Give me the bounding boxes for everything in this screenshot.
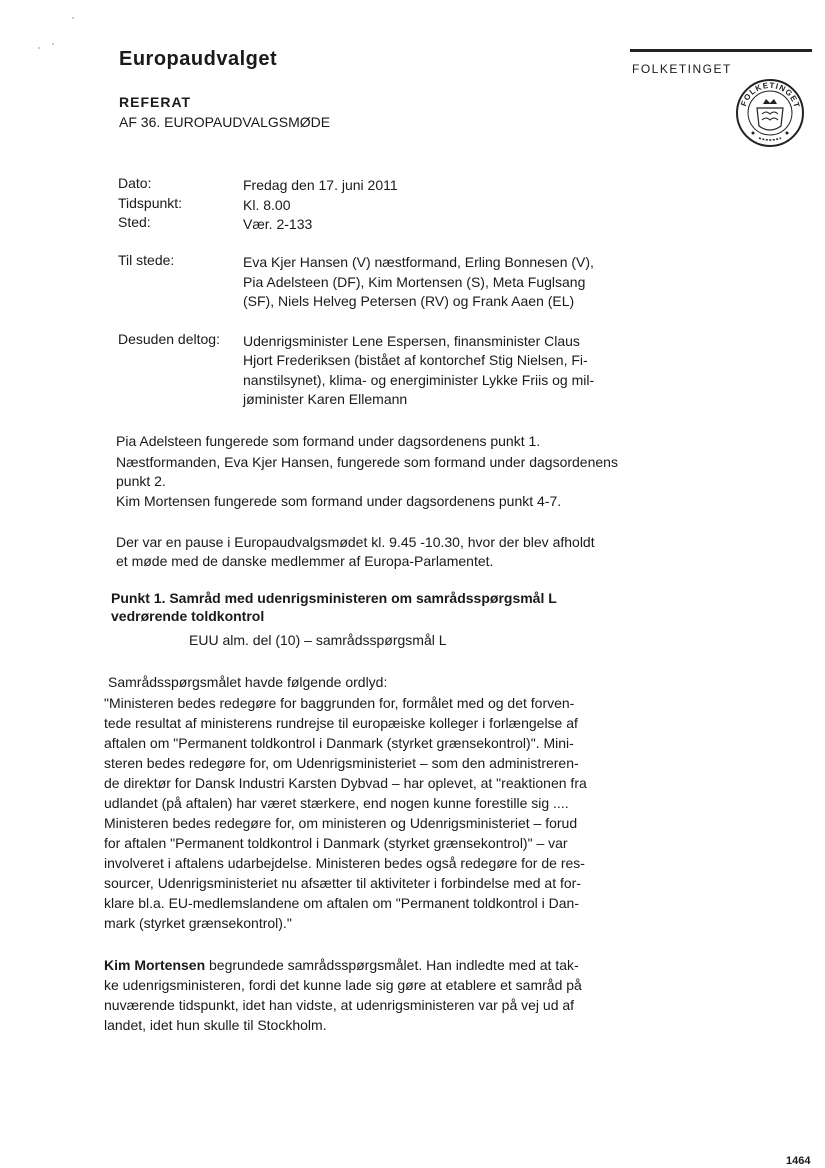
- also-present-label: Desuden deltog:: [118, 331, 220, 347]
- pause-note: Der var en pause i Europaudvalgsmødet kl. 9.45 -10.30, hvor der blev afholdt: [116, 534, 595, 550]
- time-label: Tidspunkt:: [118, 195, 183, 211]
- question-line: for aftalen "Permanent toldkontrol i Danmark (styrket grænsekontrol)" – var: [104, 835, 568, 851]
- present-label: Til stede:: [118, 252, 175, 268]
- pause-note: et møde med de danske medlemmer af Europa-Parlamentet.: [116, 553, 494, 569]
- speaker-name: Kim Mortensen: [104, 957, 206, 973]
- question-intro: Samrådsspørgsmålet havde følgende ordlyd:: [108, 674, 388, 690]
- present-line: (SF), Niels Helveg Petersen (RV) og Frank Aaen (EL): [243, 293, 575, 309]
- scan-speck: [72, 17, 74, 19]
- speech-line: [104, 955, 594, 976]
- chair-note: Næstformanden, Eva Kjer Hansen, fungerede som formand under dagsordenens: [116, 454, 618, 470]
- speech-line: nuværende tidspunkt, idet han vidste, at udenrigsministeren var på vej ud af: [104, 997, 575, 1013]
- speech-line: ke udenrigsministeren, fordi det kunne lade sig gøre at etablere et samråd på: [104, 977, 582, 993]
- agenda-title-line: vedrørende toldkontrol: [111, 608, 265, 624]
- also-present-line: Udenrigsminister Lene Espersen, finansminister Claus: [243, 333, 580, 349]
- agenda-item-title: [111, 589, 581, 625]
- folketinget-seal-icon: [735, 78, 805, 148]
- seal-lettering: FOLKETINGET: [739, 80, 802, 110]
- speech-line: landet, idet hun skulle til Stockholm.: [104, 1017, 327, 1033]
- question-line: mark (styrket grænsekontrol).": [104, 915, 292, 931]
- chair-note: Pia Adelsteen fungerede som formand under dagsordenens punkt 1.: [116, 433, 541, 449]
- svg-text:FOLKETINGET: [739, 81, 801, 109]
- page-number: 1464: [786, 1155, 811, 1167]
- also-present-line: jøminister Karen Ellemann: [243, 391, 408, 407]
- meeting-subtitle: AF 36. EUROPAUDVALGSMØDE: [119, 114, 331, 130]
- present-line: Pia Adelsteen (DF), Kim Mortensen (S), Meta Fuglsang: [243, 274, 586, 290]
- question-line: sourcer, Udenrigsministeriet nu afsætter til aktiviteter i forbindelse med at for-: [104, 875, 581, 891]
- question-line: aftalen om "Permanent toldkontrol i Danmark (styrket grænsekontrol)". Mini-: [104, 735, 574, 751]
- time-value: Kl. 8.00: [243, 197, 291, 213]
- also-present-line: nanstilsynet), klima- og energiminister Lykke Friis og mil-: [243, 372, 595, 388]
- committee-title: Europaudvalget: [119, 48, 278, 70]
- agenda-reference: EUU alm. del (10) – samrådsspørgsmål L: [189, 632, 447, 648]
- question-line: klare bl.a. EU-medlemslandene om aftalen om "Permanent toldkontrol i Dan-: [104, 895, 579, 911]
- date-label: Dato:: [118, 175, 152, 191]
- question-line: Ministeren bedes redegøre for, om ministeren og Udenrigsministeriet – forud: [104, 815, 578, 831]
- speech-text: begrundede samrådsspørgsmålet. Han indledte med at tak-: [205, 957, 579, 973]
- header-rule: [630, 49, 812, 52]
- question-line: involveret i aftalens udarbejdelse. Ministeren bedes også redegøre for de res-: [104, 855, 585, 871]
- scan-speck: [38, 47, 40, 49]
- organization-name: FOLKETINGET: [632, 62, 732, 76]
- also-present-line: Hjort Frederiksen (bistået af kontorchef Stig Nielsen, Fi-: [243, 352, 588, 368]
- scan-speck: [52, 43, 54, 45]
- place-value: Vær. 2-133: [243, 216, 313, 232]
- question-line: steren bedes redegøre for, om Udenrigsministeriet – som den administreren-: [104, 755, 579, 771]
- document-type: REFERAT: [119, 94, 192, 110]
- agenda-title-line: Punkt 1. Samråd med udenrigsministeren om samrådsspørgsmål L: [111, 590, 557, 606]
- chair-note: Kim Mortensen fungerede som formand under dagsordenens punkt 4-7.: [116, 493, 562, 509]
- present-line: Eva Kjer Hansen (V) næstformand, Erling Bonnesen (V),: [243, 254, 594, 270]
- date-value: Fredag den 17. juni 2011: [243, 177, 398, 193]
- question-line: "Ministeren bedes redegøre for baggrunden for, formålet med og det forven-: [104, 695, 575, 711]
- question-line: udlandet (på aftalen) har været stærkere, end nogen kunne forestille sig ....: [104, 795, 569, 811]
- question-line: de direktør for Dansk Industri Karsten Dybvad – har oplevet, at "reaktionen fra: [104, 775, 587, 791]
- place-label: Sted:: [118, 214, 151, 230]
- question-line: tede resultat af ministerens rundrejse til europæiske kolleger i forlængelse af: [104, 715, 578, 731]
- chair-note: punkt 2.: [116, 473, 166, 489]
